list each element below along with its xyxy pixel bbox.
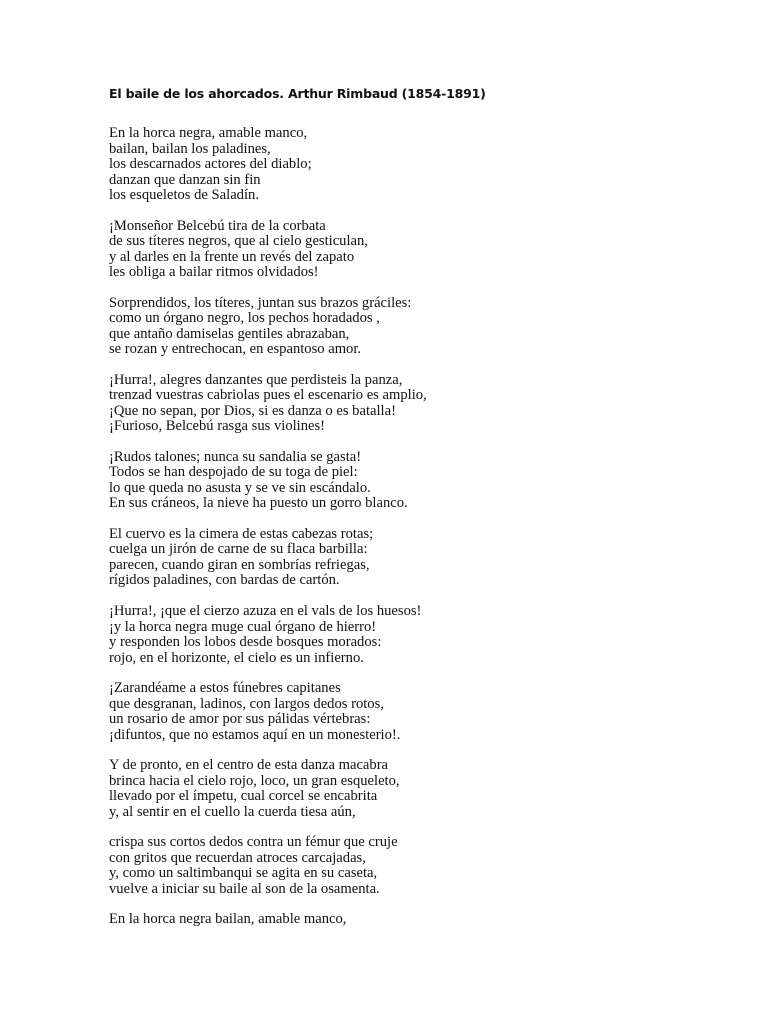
verse-line: danzan que danzan sin fin: [109, 171, 261, 188]
verse-line: los esqueletos de Saladín.: [109, 187, 259, 203]
stanza: [109, 126, 709, 204]
verse-line: vuelve a iniciar su baile al son de la osamenta.: [109, 880, 380, 897]
stanza: [109, 219, 709, 281]
verse-line: de sus títeres negros, que al cielo gesticulan,: [109, 233, 368, 250]
verse-line: les obliga a bailar ritmos olvidados!: [109, 264, 319, 281]
verse-line: lo que queda no asusta y se ve sin escándalo.: [109, 479, 371, 496]
verse-line: rojo, en el horizonte, el cielo es un infierno.: [109, 649, 364, 666]
stanza: [109, 527, 709, 589]
verse-line: ¡y la horca negra muge cual órgano de hierro!: [109, 618, 377, 635]
verse-line: En sus cráneos, la nieve ha puesto un gorro blanco.: [109, 495, 408, 512]
verse-line: ¡Zarandéame a estos fúnebres capitanes: [109, 680, 341, 697]
verse-line: que desgranan, ladinos, con largos dedos rotos,: [109, 695, 384, 712]
stanza: [109, 681, 709, 743]
verse-line: parecen, cuando giran en sombrías refriegas,: [109, 556, 370, 573]
stanza: [109, 835, 709, 897]
document-title: El baile de los ahorcados. Arthur Rimbaud (1854-1891): [109, 86, 486, 101]
verse-line: ¡difuntos, que no estamos aquí en un monesterio!.: [109, 726, 401, 743]
stanza: [109, 296, 709, 358]
verse-line: Sorprendidos, los títeres, juntan sus brazos gráciles:: [109, 294, 412, 311]
verse-line: trenzad vuestras cabriolas pues el escenario es amplio,: [109, 387, 427, 404]
verse-line: se rozan y entrechocan, en espantoso amor.: [109, 341, 362, 358]
stanza: [109, 450, 709, 512]
verse-line: y responden los lobos desde bosques morados:: [109, 634, 382, 651]
stanza: [109, 604, 709, 666]
verse-line: y, como un saltimbanqui se agita en su caseta,: [109, 865, 378, 882]
verse-line: ¡Hurra!, ¡que el cierzo azuza en el vals de los huesos!: [109, 603, 422, 620]
verse-line: con gritos que recuerdan atroces carcajadas,: [109, 849, 366, 866]
verse-line: ¡Furioso, Belcebú rasga sus violines!: [109, 418, 326, 435]
verse-line: ¡Hurra!, alegres danzantes que perdisteis la panza,: [109, 371, 403, 388]
verse-line: los descarnados actores del diablo;: [109, 156, 312, 172]
stanza: [109, 758, 709, 820]
verse-line: un rosario de amor por sus pálidas vértebras:: [109, 711, 371, 728]
verse-line: y al darles en la frente un revés del zapato: [109, 248, 355, 265]
verse-line: llevado por el ímpetu, cual corcel se encabrita: [109, 788, 378, 805]
poem-body: [109, 126, 709, 943]
verse-line: rígidos paladines, con bardas de cartón.: [109, 572, 340, 589]
stanza: [109, 373, 709, 435]
verse-line: ¡Que no sepan, por Dios, si es danza o es batalla!: [109, 402, 396, 419]
verse-line: El cuervo es la cimera de estas cabezas rotas;: [109, 525, 374, 542]
verse-line: crispa sus cortos dedos contra un fémur que cruje: [109, 834, 398, 851]
verse-line: brinca hacia el cielo rojo, loco, un gran esqueleto,: [109, 772, 400, 789]
verse-line: que antaño damiselas gentiles abrazaban,: [109, 325, 350, 342]
verse-line: En la horca negra bailan, amable manco,: [109, 911, 347, 928]
verse-line: ¡Rudos talones; nunca su sandalia se gasta!: [109, 448, 362, 465]
verse-line: cuelga un jirón de carne de su flaca barbilla:: [109, 541, 368, 558]
verse-line: Y de pronto, en el centro de esta danza macabra: [109, 757, 389, 774]
verse-line: ¡Monseñor Belcebú tira de la corbata: [109, 217, 326, 234]
stanza: [109, 912, 709, 928]
verse-line: En la horca negra, amable manco,: [109, 125, 308, 141]
verse-line: como un órgano negro, los pechos horadados ,: [109, 310, 380, 327]
verse-line: bailan, bailan los paladines,: [109, 140, 271, 157]
verse-line: y, al sentir en el cuello la cuerda tiesa aún,: [109, 803, 356, 820]
verse-line: Todos se han despojado de su toga de piel:: [109, 464, 358, 481]
